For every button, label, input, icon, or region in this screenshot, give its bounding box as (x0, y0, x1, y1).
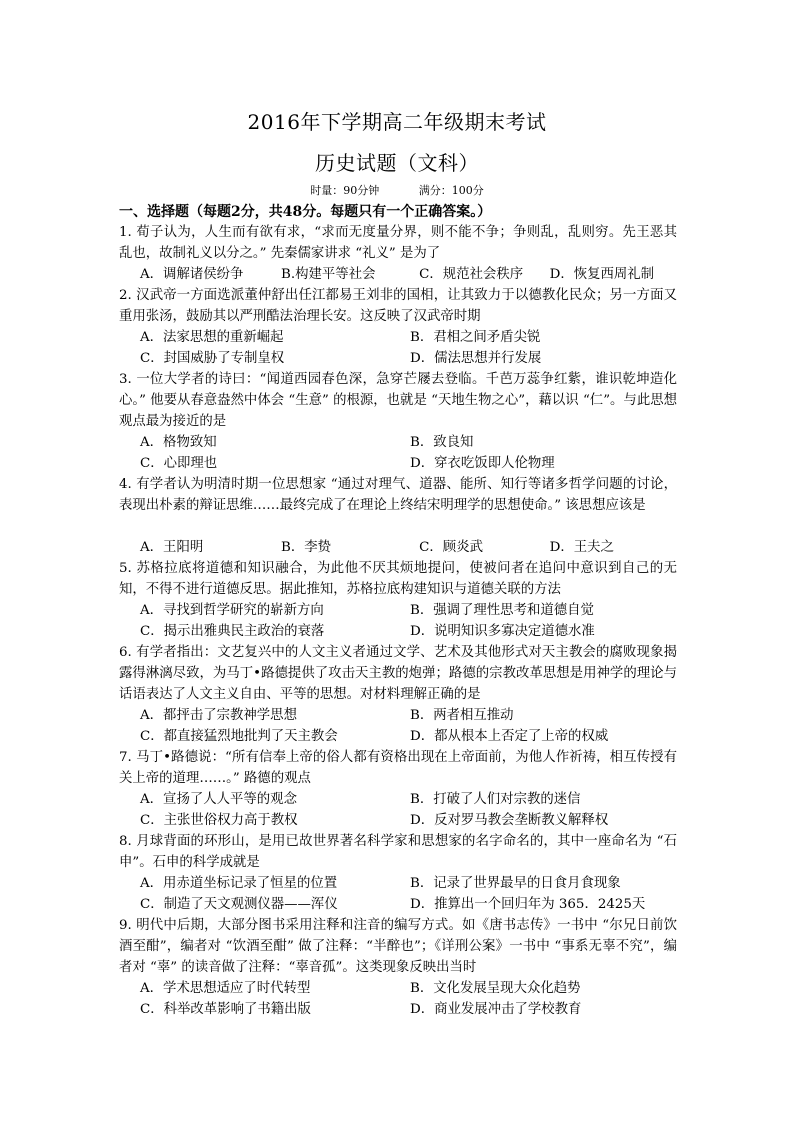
option-b[interactable]: B．强调了理性思考和道德自觉 (410, 603, 594, 618)
option-c[interactable]: C．制造了天文观测仪器——浑仪 (140, 897, 338, 912)
question-1: 1. 荀子认为，人生而有欲有求，“求而无度量分界，则不能不争；争则乱，乱则穷。先王恶其乱也，故制礼义以分之。” 先秦儒家讲求 “礼义” 是为了 (119, 225, 677, 261)
option-d[interactable]: D．说明知识多寡决定道德水准 (410, 624, 595, 639)
option-d[interactable]: D．商业发展冲击了学校教育 (410, 1002, 582, 1017)
option-a[interactable]: A．宣扬了人人平等的观念 (140, 792, 297, 807)
option-b[interactable]: B．致良知 (410, 435, 474, 450)
question-4: 4. 有学者认为明清时期一位思想家 “通过对理气、道器、能所、知行等诸多哲学问题的讨论，表现出朴素的辩证思维……最终完成了在理论上终结宋明理学的思想使命。” 该思想应该是 (119, 477, 677, 513)
section-heading: 一、选择题（每题2分，共48分。每题只有一个正确答案。） (119, 204, 492, 220)
option-c[interactable]: C．都直接猛烈地批判了天主教会 (140, 729, 338, 744)
option-a[interactable]: A．法家思想的重新崛起 (140, 330, 284, 345)
option-d[interactable]: D．反对罗马教会垄断教义解释权 (410, 813, 609, 828)
question-4-options (140, 537, 680, 558)
question-6: 6. 有学者指出：文艺复兴中的人文主义者通过文学、艺术及其他形式对天主教会的腐败现象揭露得淋漓尽致，为马丁•路德提供了攻击天主教的炮弹；路德的宗教改革思想是用神学的理论与话语表达了人文主义自由、平等的思想。对材料理解正确的是 (119, 645, 677, 702)
option-c[interactable]: C．封国威胁了专制皇权 (140, 351, 285, 366)
question-9: 9. 明代中后期，大部分图书采用注释和注音的编写方式。如《唐书志传》一书中 “尔兄日前饮酒至酣”，编者对 “饮酒至酣” 做了注释：“半醉也”；《详刑公案》一书中 “事系无辜不究”，编者对 “辜” 的读音做了注释：“辜音孤”。这类现象反映出当时 (119, 918, 677, 975)
exam-title: 2016年下学期高二年级期末考试 (247, 110, 547, 134)
option-b[interactable]: B.构建平等社会 (281, 267, 376, 282)
option-d[interactable]: D．儒法思想并行发展 (410, 351, 542, 366)
option-d[interactable]: D．恢复西周礼制 (549, 267, 655, 282)
option-c[interactable]: C．揭示出雅典民主政治的衰落 (140, 624, 325, 639)
option-b[interactable]: B．君相之间矛盾尖锐 (410, 330, 541, 345)
option-d[interactable]: D．王夫之 (549, 540, 614, 555)
exam-meta (0, 182, 794, 198)
exam-subtitle: 历史试题（文科） (315, 151, 479, 175)
question-3: 3. 一位大学者的诗曰：“闻道西园春色深，急穿芒屦去登临。千芭万蕊争红紫，谁识乾坤造化心。” 他要从春意盎然中体会 “生意” 的根源，也就是 “天地生物之心”，藉以识 “仁”。与此思想观点最为接近的是 (119, 372, 677, 429)
option-a[interactable]: A．调解诸侯纷争 (140, 267, 244, 282)
option-a[interactable]: A．寻找到哲学研究的崭新方向 (140, 603, 324, 618)
option-d[interactable]: D．穿衣吃饭即人伦物理 (410, 456, 555, 471)
option-b[interactable]: B．文化发展呈现大众化趋势 (410, 981, 581, 996)
option-d[interactable]: D．推算出一个回归年为 365．2425天 (410, 897, 646, 912)
option-c[interactable]: C．科举改革影响了书籍出版 (140, 1002, 311, 1017)
option-b[interactable]: B．记录了世界最早的日食月食现象 (410, 876, 621, 891)
question-2: 2. 汉武帝一方面选派董仲舒出任江都易王刘非的国相，让其致力于以德教化民众；另一方面又重用张汤，鼓励其以严刑酷法治理长安。这反映了汉武帝时期 (119, 288, 677, 324)
option-a[interactable]: A．都抨击了宗教神学思想 (140, 708, 297, 723)
question-1-options (140, 264, 680, 285)
question-2-options (140, 327, 680, 369)
question-5: 5. 苏格拉底将道德和知识融合，为此他不厌其烦地提问，使被问者在追问中意识到自己的无知，不得不进行道德反思。据此推知，苏格拉底构建知识与道德关联的方法 (119, 561, 677, 597)
question-7: 7. 马丁•路德说：“所有信奉上帝的俗人都有资格出现在上帝面前，为他人作祈祷，相互传授有关上帝的道理……。” 路德的观点 (119, 750, 677, 786)
question-9-options (140, 978, 680, 1020)
option-a[interactable]: A．王阳明 (140, 540, 204, 555)
question-8: 8. 月球背面的环形山，是用已故世界著名科学家和思想家的名字命名的，其中一座命名为 “石申”。石申的科学成就是 (119, 834, 677, 870)
question-8-options (140, 873, 680, 915)
option-a[interactable]: A．学术思想适应了时代转型 (140, 981, 311, 996)
option-c[interactable]: C．心即理也 (140, 456, 218, 471)
option-c[interactable]: C．规范社会秩序 (419, 267, 524, 282)
option-d[interactable]: D．都从根本上否定了上帝的权威 (410, 729, 609, 744)
question-5-options (140, 600, 680, 642)
option-c[interactable]: C．顾炎武 (419, 540, 483, 555)
full-score: 满分：100分 (418, 184, 484, 197)
option-b[interactable]: B．打破了人们对宗教的迷信 (410, 792, 581, 807)
option-a[interactable]: A．用赤道坐标记录了恒星的位置 (140, 876, 338, 891)
option-c[interactable]: C．主张世俗权力高于教权 (140, 813, 298, 828)
option-a[interactable]: A．格物致知 (140, 435, 217, 450)
question-3-options (140, 432, 680, 474)
question-7-options (140, 789, 680, 831)
question-6-options (140, 705, 680, 747)
option-b[interactable]: B．两者相互推动 (410, 708, 514, 723)
time-limit: 时量：90分钟 (310, 184, 380, 197)
option-b[interactable]: B．李贽 (281, 540, 332, 555)
